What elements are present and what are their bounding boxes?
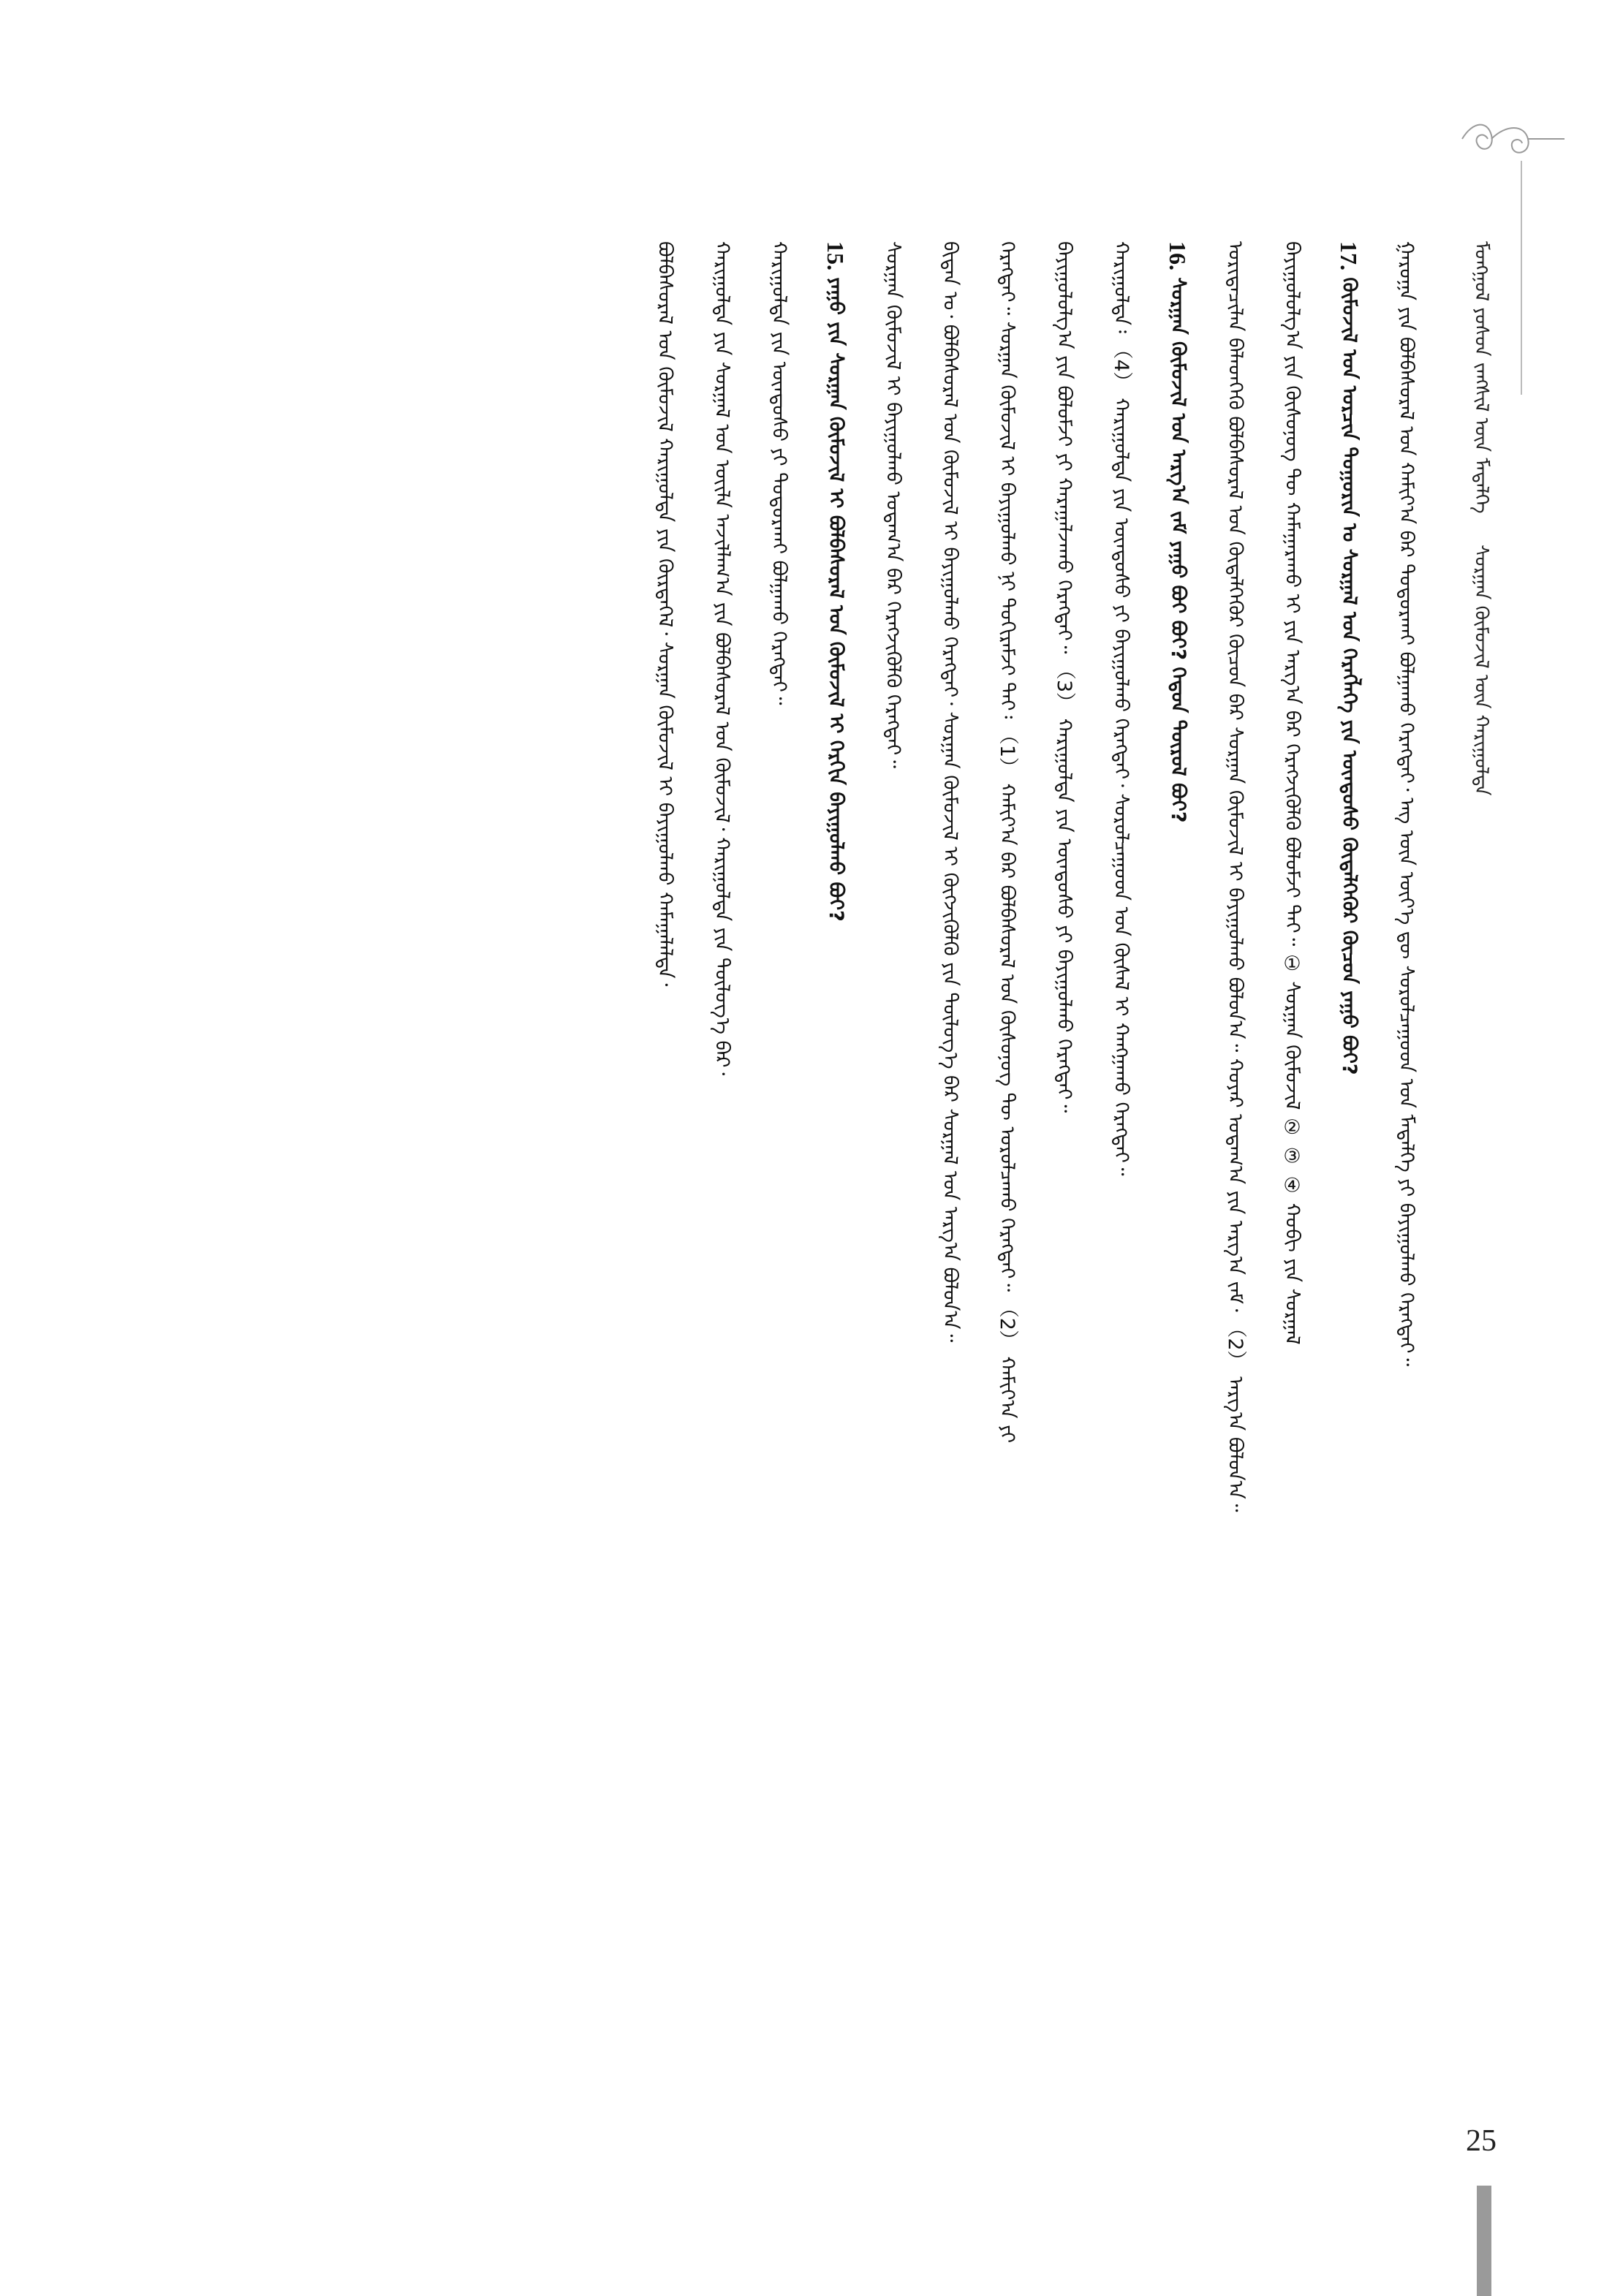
question-16: 16. ᠰᠤᠷᠭᠠᠨ ᠬᠦᠮᠦᠵᠢᠯ ᠤᠨ ᠠᠷᠭ᠎ᠠ ᠵᠠᠮ ᠶᠠᠭᠤ ᠪᠤᠢ ᠪᠤᠢ? ᠬᠡᠳᠦᠨ ᠲᠥᠷᠥᠯ ᠪᠤᠢ? [1165,241,1191,823]
flourish-ornament-icon [1455,117,1572,161]
text-column: ᠪᠢᠳᠡᠨ ᠤ᠂ ᠪᠣᠯᠪᠠᠰᠤᠷᠠᠯ ᠤᠨ ᠬᠦᠮᠦᠵᠢᠯ ᠢ ᠪᠠᠶᠢᠭᠤᠯᠬᠤ ᠬᠡᠷᠡᠭᠲᠡᠢ᠂ ᠰᠤᠷᠭᠠᠨ ᠬᠦᠮᠦᠵᠢᠯ ᠢ ᠬᠦᠭᠵᠢᠭᠦᠯᠬᠦ ᠶᠢᠨ ᠲᠥᠯᠥᠭ᠎ᠡ ᠪᠠᠷ ᠰᠤᠷᠭᠠᠯ ᠤᠨ ᠠᠷᠭ᠎ᠠ ᠪᠣᠯᠤᠨ᠎ᠠ᠃ [939,241,961,1343]
text-columns [168,241,1426,2054]
text-column: ᠬᠠᠷᠢᠭᠤᠯᠲᠠ᠄ （4） ᠬᠠᠷᠢᠭᠤᠯᠲᠠ ᠶᠢᠨ ᠦᠨᠳᠦᠰᠦ ᠶᠢ ᠪᠠᠶᠢᠭᠤᠯᠬᠤ ᠬᠡᠷᠡᠭᠲᠡᠢ᠂ ᠰᠤᠷᠤᠯᠴᠠᠭᠤᠳ ᠤᠨ ᠬᠦᠰᠡᠯ ᠢ ᠬᠠᠩᠭᠠᠬᠤ ᠬᠡᠷᠡᠭᠲᠡᠢ᠃ [1110,241,1132,1176]
text-column: ᠪᠣᠯᠪᠠᠰᠤᠷᠠᠯ ᠤᠨ ᠬᠦᠮᠦᠵᠢᠯ ᠬᠠᠷᠢᠭᠤᠯᠲᠠ ᠶᠢᠨ ᠬᠦᠷᠲᠡᠭᠡᠯ᠂ ᠰᠤᠷᠭᠠᠨ ᠬᠦᠮᠦᠵᠢᠯ ᠢ ᠪᠠᠶᠢᠭᠤᠯᠬᠤ ᠬᠠᠮᠠᠭᠠᠯᠠᠯᠲᠠ᠂ [654,241,676,987]
running-title: ᠮᠣᠩᠭᠣᠯ ᠶᠣᠰᠣᠨ ᠵᠠᠩᠱᠢᠯ ᠦᠨ ᠮᠡᠳᠡᠯᠭᠡ [1470,241,1492,514]
text-column: ᠪᠠᠶᠢᠭᠤᠯᠤᠯᠭ᠎ᠠ ᠶᠢᠨ ᠪᠣᠯᠤᠮᠵᠢ ᠶᠢ ᠬᠠᠷᠠᠭᠠᠯᠵᠠᠬᠤ ᠬᠡᠷᠡᠭᠲᠡᠢ᠃ （3） ᠬᠠᠷᠢᠭᠤᠯᠲᠠ ᠶᠢᠨ ᠦᠨᠳᠦᠰᠦ ᠶᠢ ᠪᠠᠶᠢᠭᠤᠯᠬᠤ ᠬᠡᠷᠡᠭᠲᠡᠢ᠃ [1053,241,1075,1113]
text-column: ᠬᠠᠷᠢᠭᠤᠯᠲᠠ ᠶᠢᠨ ᠰᠤᠷᠭᠠᠯ ᠤᠨ ᠦᠢᠯᠡ ᠠᠵᠢᠯᠯᠠᠭ᠎ᠠ ᠶᠢᠨ ᠪᠣᠯᠪᠠᠰᠤᠷᠠᠯ ᠤᠨ ᠬᠦᠮᠦᠵᠢᠯ᠂ ᠬᠠᠷᠢᠭᠤᠯᠲᠠ ᠶᠢᠨ ᠲᠥᠯᠥᠭ᠎ᠡ ᠪᠠᠷ᠂ [711,241,733,1076]
question-15: 15. ᠶᠠᠭᠤ ᠶᠢᠨ ᠰᠤᠷᠭᠠᠨ ᠬᠦᠮᠦᠵᠢᠯ ᠢ ᠪᠣᠯᠪᠠᠰᠤᠷᠠᠯ ᠤᠨ ᠬᠦᠮᠦᠵᠢᠯ ᠢ ᠬᠡᠷᠬᠢᠨ ᠪᠠᠶᠢᠭᠤᠯᠬᠤ ᠪᠤᠢ? [822,241,849,922]
page-number: 25 [1466,2124,1497,2158]
header-rule [1521,161,1522,395]
question-17: 17. ᠬᠦᠮᠦᠵᠢᠯ ᠤᠨ ᠣᠷᠴᠢᠨ ᠲᠣᠭᠣᠷᠢᠨ ᠤ ᠰᠤᠷᠭᠠᠯ ᠤᠨ ᠬᠡᠷᠡᠭᠯᠡᠭᠡ ᠶᠢᠨ ᠦᠨᠳᠦᠰᠦ ᠬᠦᠳᠡᠯᠭᠡᠭᠦᠷ ᠬᠦᠴᠦᠨ ᠶᠠᠭᠤ ᠪᠤᠢ? [1336,241,1362,1075]
running-header [1459,241,1503,1301]
text-column: ᠬᠡᠷᠡᠭᠲᠡᠢ᠃ ᠰᠤᠷᠭᠠᠨ ᠬᠦᠮᠦᠵᠢᠯ ᠢ ᠪᠠᠶᠢᠭᠤᠯᠬᠤ ᠨᠢ ᠲᠣᠬᠢᠷᠠᠮᠵᠢ ᠲᠠᠢ᠄ （1） ᠬᠠᠮᠢᠶ᠎ᠠ ᠪᠠᠷ ᠪᠣᠯᠪᠠᠰᠤᠷᠠᠯ ᠤᠨ ᠬᠦᠰᠦᠨᠦᠭ ᠲᠦ ᠣᠷᠣᠯᠴᠠᠬᠤ ᠬᠡᠷᠡᠭᠲᠡᠢ᠃ （2） ᠬᠠᠮᠢᠶ᠎ᠠ ᠶᠢ [996,241,1018,1443]
running-subtitle: ᠰᠤᠷᠭᠠᠨ ᠬᠦᠮᠦᠵᠢᠯ ᠦᠨ ᠬᠠᠷᠢᠭᠤᠯᠲᠠ [1470,545,1492,796]
side-tab-marker [1477,2186,1491,2296]
text-column: ᠭᠠᠷᠤᠭᠠ ᠶᠢᠨ ᠪᠣᠯᠪᠠᠰᠤᠷᠠᠯ ᠤᠨ ᠬᠠᠮᠢᠶ᠎ᠠ ᠪᠠᠷ ᠲᠣᠳᠣᠷᠬᠠᠶ ᠪᠣᠯᠭᠠᠬᠤ ᠬᠡᠷᠡᠭᠲᠡᠢ᠂ ᠡᠩ ᠦᠨ ᠦᠶ᠎ᠡ ᠳᠦ ᠰᠤᠷᠤᠯᠴᠠᠭᠤᠳ ᠤᠨ ᠮᠡᠳᠡᠯᠭᠡ ᠶᠢ ᠪᠠᠶᠢᠭᠤᠯᠬᠤ ᠬᠡᠷᠡᠭᠲᠡᠢ᠃ [1395,241,1418,1367]
text-column: ᠬᠠᠷᠢᠭᠤᠯᠲᠠ ᠶᠢᠨ ᠦᠨᠳᠦᠰᠦ ᠶᠢ ᠲᠣᠳᠣᠷᠬᠠᠶ ᠪᠣᠯᠭᠠᠬᠤ ᠬᠡᠷᠡᠭᠲᠡᠢ᠃ [768,241,790,705]
text-column: ᠤᠷᠢᠳᠠᠴᠢᠯᠠᠨ ᠪᠡᠯᠡᠳᠬᠡᠬᠦ ᠪᠣᠯᠪᠠᠰᠤᠷᠠᠯ ᠤᠨ ᠬᠦᠳᠡᠯᠭᠡᠭᠦᠷ ᠬᠦᠴᠦᠨ ᠪᠠᠷ ᠰᠤᠷᠭᠠᠨ ᠬᠦᠮᠦᠵᠢᠯ ᠢ ᠪᠠᠶᠢᠭᠤᠯᠬᠤ ᠪᠣᠯᠤᠨ᠎ᠠ᠃ ᠬᠣᠶᠠᠷ ᠤᠳᠠᠭ᠎ᠠ ᠶᠢᠨ ᠠᠷᠭ᠎ᠠ ᠵᠠᠮ᠂ （2） ᠠᠷᠭ᠎ᠠ ᠪᠣᠯᠤᠨ᠎ᠠ᠃ [1224,241,1246,1512]
text-column: ᠰᠤᠷᠭᠠᠨ ᠬᠦᠮᠦᠵᠢᠯ ᠢ ᠪᠠᠶᠢᠭᠤᠯᠬᠤ ᠤᠳᠠᠭ᠎ᠠ ᠪᠠᠷ ᠬᠡᠷᠡᠭᠵᠢᠭᠦᠯᠬᠦ ᠬᠡᠷᠡᠭᠲᠡᠢ᠃ [882,241,904,768]
text-column: ᠪᠠᠶᠢᠭᠤᠯᠤᠯᠭ᠎ᠠ ᠶᠢᠨ ᠬᠦᠰᠦᠨᠦᠭ ᠲᠦ ᠬᠠᠮᠠᠭᠠᠷᠠᠬᠤ ᠡᠶ ᠶᠢᠨ ᠠᠷᠭ᠎ᠠ ᠪᠠᠷ ᠬᠡᠷᠡᠭᠵᠢᠭᠦᠯᠬᠦ ᠪᠣᠯᠤᠮᠵᠢ ᠲᠠᠢ᠃ ① ᠰᠤᠷᠭᠠᠨ ᠬᠦᠮᠦᠵᠢᠯ ② ③ ④ ᠬᠤᠪᠢ ᠶᠢᠨ ᠰᠤᠷᠭᠠᠯ [1281,241,1304,1345]
